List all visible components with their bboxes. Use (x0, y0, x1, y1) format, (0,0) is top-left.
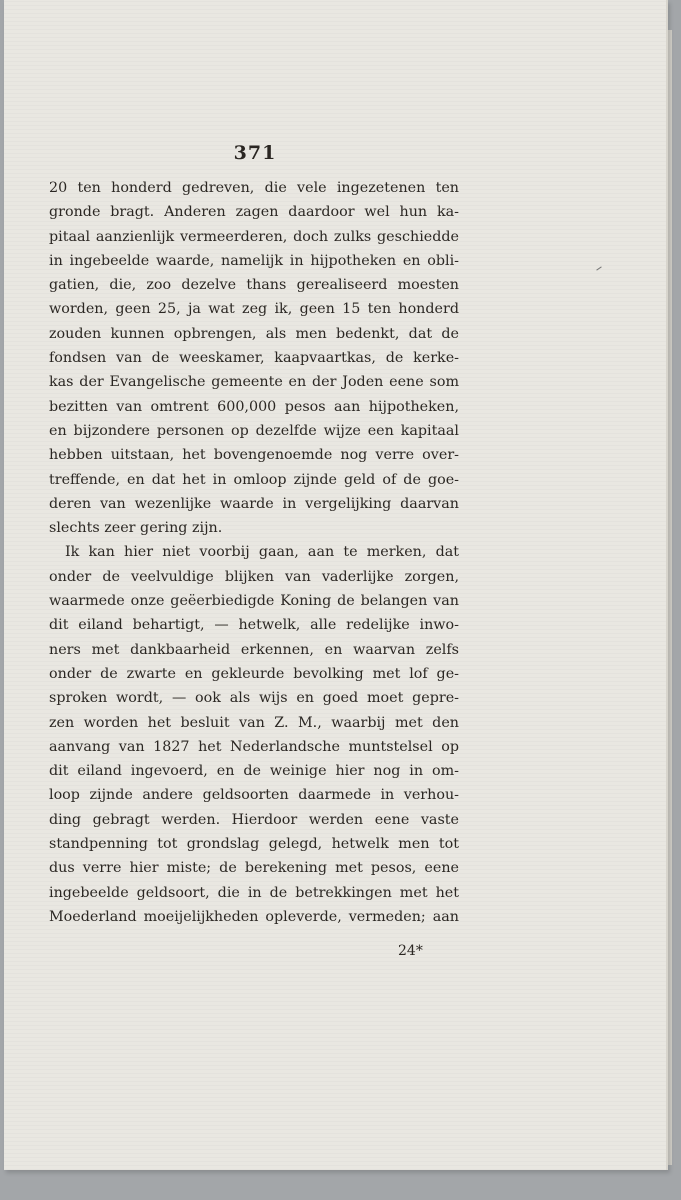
text-line: ingebeelde geldsoort, die in de betrekkingen met het (49, 884, 459, 901)
text-line: sproken wordt, — ook als wijs en goed moet gepre- (49, 690, 459, 707)
text-line: ners met dankbaarheid erkennen, en waarvan zelfs (49, 641, 459, 658)
text-line: worden, geen 25, ja wat zeg ik, geen 15 ten honderd (49, 301, 459, 318)
text-line: pitaal aanzienlijk vermeerderen, doch zulks geschiedde (49, 228, 459, 245)
text-line: kas der Evangelische gemeente en der Joden eene som (49, 374, 459, 391)
body-text (49, 176, 459, 929)
text-line: onder de zwarte en gekleurde bevolking met lof ge- (49, 665, 459, 682)
text-line: dit eiland ingevoerd, en de weinige hier nog in om- (49, 763, 459, 780)
text-line: ding gebragt werden. Hierdoor werden eene vaste (49, 811, 459, 828)
text-line: 20 ten honderd gedreven, die vele ingezetenen ten (49, 180, 459, 196)
page-number: 371 (233, 142, 277, 164)
text-line: slechts zeer gering zijn. (49, 520, 223, 537)
text-line: Moederland moeijelijkheden opleverde, vermeden; aan (49, 908, 459, 925)
text-line: waarmede onze geëerbiedigde Koning de belangen van (49, 593, 459, 610)
text-line: dit eiland behartigt, — hetwelk, alle redelijke inwo- (49, 617, 459, 634)
text-line: deren van wezenlijke waarde in vergelijking daarvan (49, 495, 459, 512)
text-line: hebben uitstaan, het bovengenoemde nog verre over- (49, 447, 459, 464)
text-line: loop zijnde andere geldsoorten daarmede in verhou- (49, 787, 459, 804)
signature-mark: 24* (398, 943, 423, 959)
text-line: Ik kan hier niet voorbij gaan, aan te merken, dat (65, 544, 459, 561)
text-line: fondsen van de weeskamer, kaapvaartkas, de kerke- (49, 350, 459, 367)
paper-mark (596, 266, 601, 270)
text-line: gronde bragt. Anderen zagen daardoor wel hun ka- (49, 204, 459, 221)
text-line: onder de veelvuldige blijken van vaderlijke zorgen, (49, 568, 459, 585)
text-line: treffende, en dat het in omloop zijnde geld of de goe- (49, 471, 459, 488)
text-line: zouden kunnen opbrengen, als men bedenkt, dat de (49, 325, 459, 342)
text-line: standpenning tot grondslag gelegd, hetwelk men tot (49, 836, 459, 853)
text-line: en bijzondere personen op dezelfde wijze een kapitaal (49, 422, 459, 439)
text-line: zen worden het besluit van Z. M., waarbij met den (49, 714, 459, 731)
text-line: dus verre hier miste; de berekening met pesos, eene (49, 860, 459, 877)
text-line: in ingebeelde waarde, namelijk in hijpotheken en obli- (49, 252, 459, 269)
text-line: bezitten van omtrent 600,000 pesos aan hijpotheken, (49, 398, 459, 415)
text-line: aanvang van 1827 het Nederlandsche muntstelsel op (49, 738, 459, 755)
text-line: gatien, die, zoo dezelve thans gerealiseerd moesten (49, 277, 459, 294)
